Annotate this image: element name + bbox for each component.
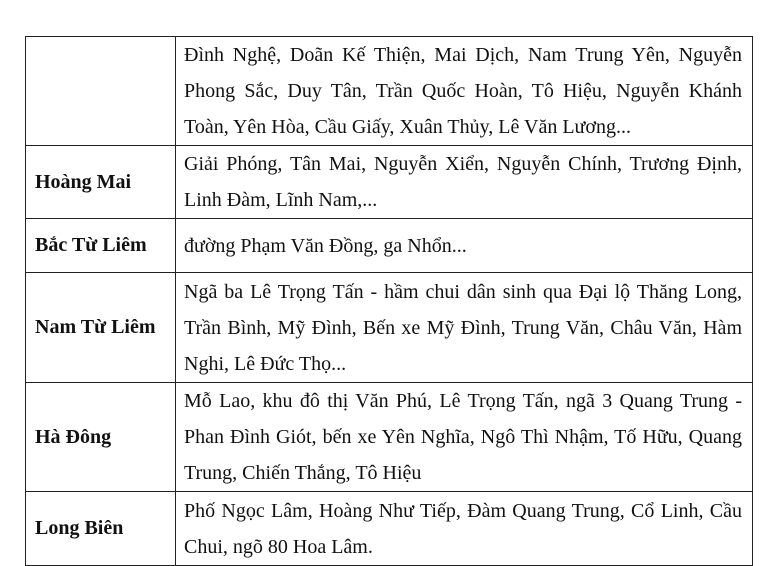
district-name: Nam Từ Liêm	[26, 273, 176, 383]
street-list: Đình Nghệ, Doãn Kế Thiện, Mai Dịch, Nam Trung Yên, Nguyễn Phong Sắc, Duy Tân, Trần Quốc Hoàn, Tô Hiệu, Nguyễn Khánh Toàn, Yên Hòa, Cầu Giấy, Xuân Thủy, Lê Văn Lương...	[176, 37, 753, 146]
table-row	[26, 146, 753, 219]
street-list: Giải Phóng, Tân Mai, Nguyễn Xiển, Nguyễn Chính, Trương Định, Linh Đàm, Lĩnh Nam,...	[176, 146, 753, 219]
street-list: Phố Ngọc Lâm, Hoàng Như Tiếp, Đàm Quang Trung, Cổ Linh, Cầu Chui, ngõ 80 Hoa Lâm.	[176, 492, 753, 566]
street-list: Mỗ Lao, khu đô thị Văn Phú, Lê Trọng Tấn, ngã 3 Quang Trung - Phan Đình Giót, bến xe Yên Nghĩa, Ngô Thì Nhậm, Tố Hữu, Quang Trung, Chiến Thắng, Tô Hiệu	[176, 383, 753, 492]
table-row	[26, 492, 753, 566]
table-row	[26, 37, 753, 146]
district-name: Hoàng Mai	[26, 146, 176, 219]
district-name: Hà Đông	[26, 383, 176, 492]
street-list: Ngã ba Lê Trọng Tấn - hầm chui dân sinh qua Đại lộ Thăng Long, Trần Bình, Mỹ Đình, Bến xe Mỹ Đình, Trung Văn, Châu Văn, Hàm Nghi, Lê Đức Thọ...	[176, 273, 753, 383]
table-row	[26, 383, 753, 492]
district-streets-table	[25, 36, 753, 566]
district-name: Long Biên	[26, 492, 176, 566]
table-row	[26, 273, 753, 383]
street-list: đường Phạm Văn Đồng, ga Nhổn...	[176, 219, 753, 273]
district-name	[26, 37, 176, 146]
district-name: Bắc Từ Liêm	[26, 219, 176, 273]
table-row	[26, 219, 753, 273]
